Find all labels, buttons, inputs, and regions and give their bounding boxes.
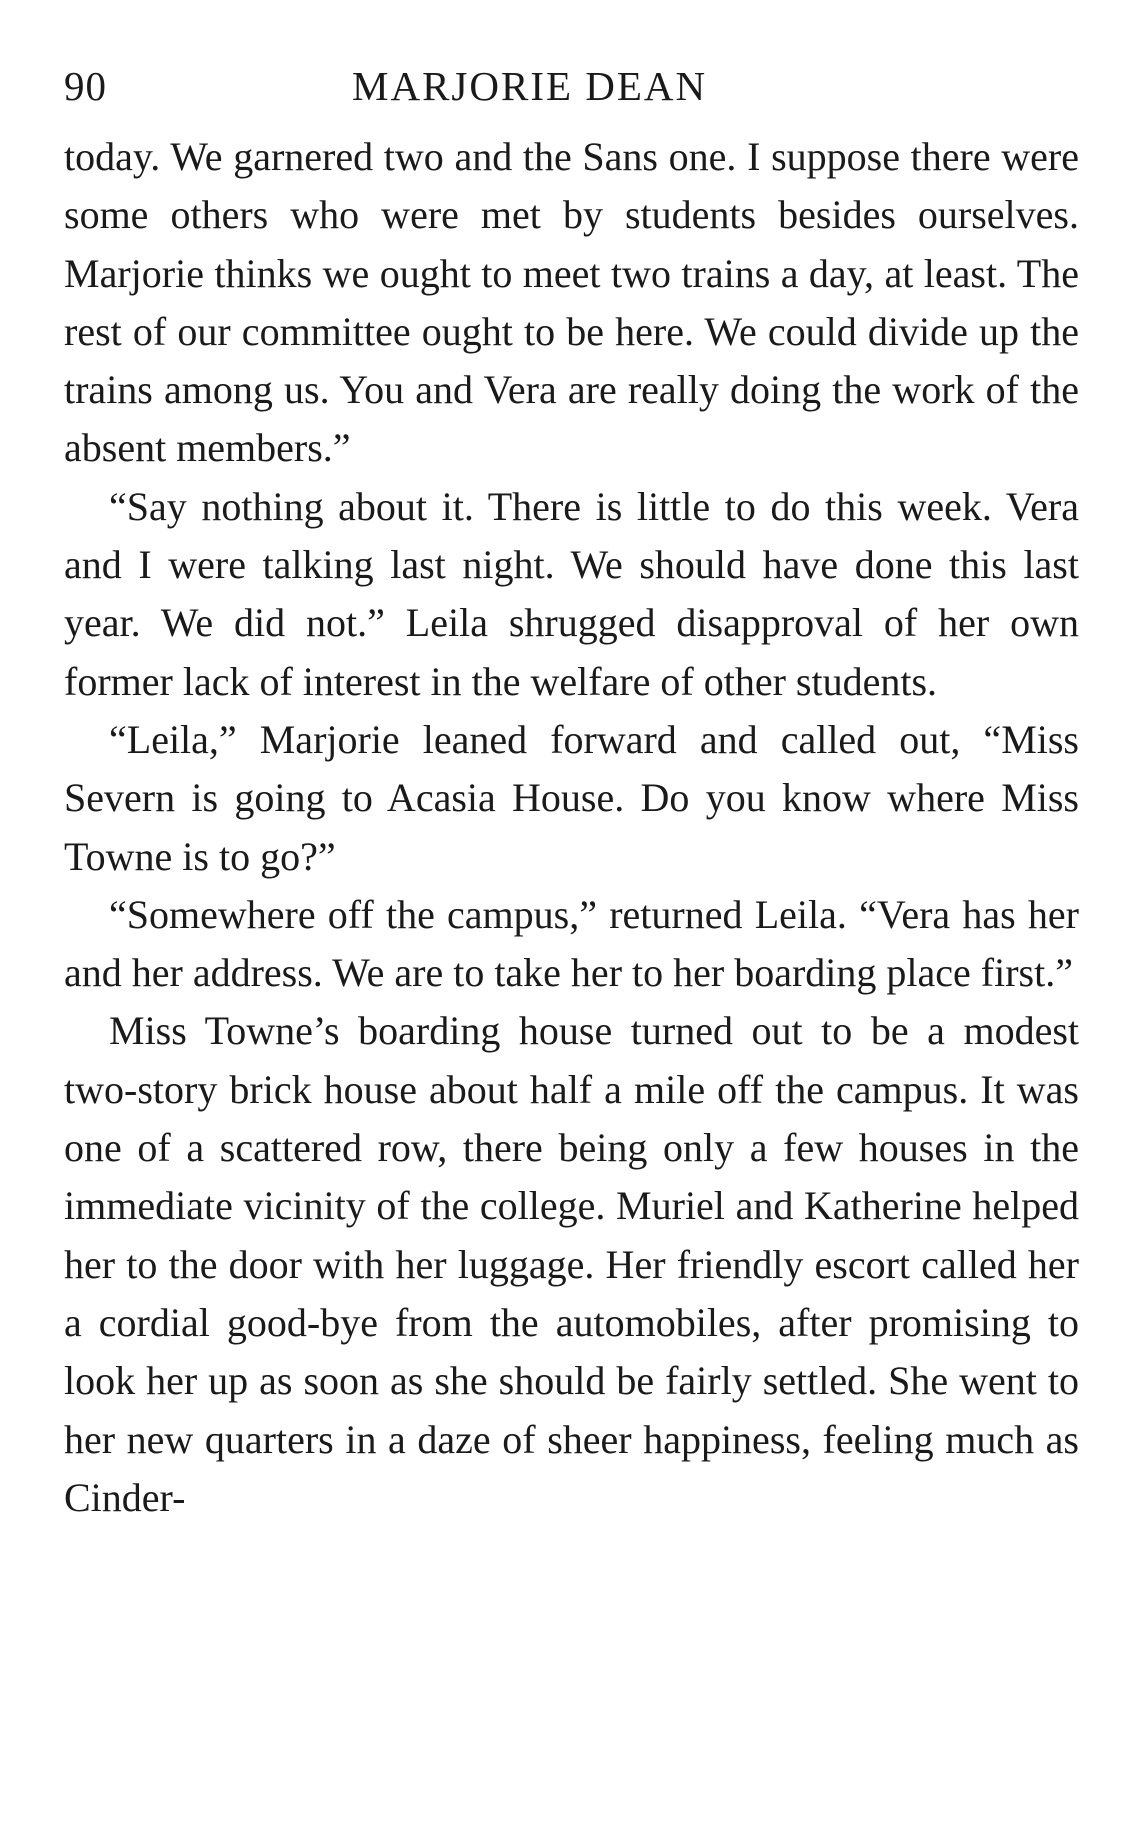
page-number: 90 [64,63,107,109]
paragraph-3: “Leila,” Marjorie leaned forward and called out, “Miss Severn is going to Acasia House. Do you know where Miss Towne is to go?” [64,716,1079,879]
book-page [64,58,1079,1527]
running-title: MARJORIE DEAN [352,63,708,109]
paragraph-2: “Say nothing about it. There is little to do this week. Vera and I were talking last night. We should have done this last year. We did not.” Leila shrugged disapproval of her own former lack of interest in the welfare of other students. [64,483,1079,704]
body-text [64,128,1079,1527]
paragraph-1: today. We garnered two and the Sans one. I suppose there were some others who were met by students besides ourselves. Marjorie thinks we ought to meet two trains a day, at least. The rest of our committee ought to be here. We could divide up the trains among us. You and Vera are really doing the work of the absent members.” [64,134,1079,471]
paragraph-5: Miss Towne’s boarding house turned out to be a modest two-story brick house about half a mile off the campus. It was one of a scattered row, there being only a few houses in the immediate vicinity of the college. Muriel and Katherine helped her to the door with her luggage. Her friendly escort called her a cordial good-bye from the automobiles, after promising to look her up as soon as she should be fairly settled. She went to her new quarters in a daze of sheer happiness, feeling much as Cinder- [64,1008,1079,1520]
page-header [64,58,1079,114]
paragraph-4: “Somewhere off the campus,” returned Leila. “Vera has her and her address. We are to take her to her boarding place first.” [64,891,1079,996]
